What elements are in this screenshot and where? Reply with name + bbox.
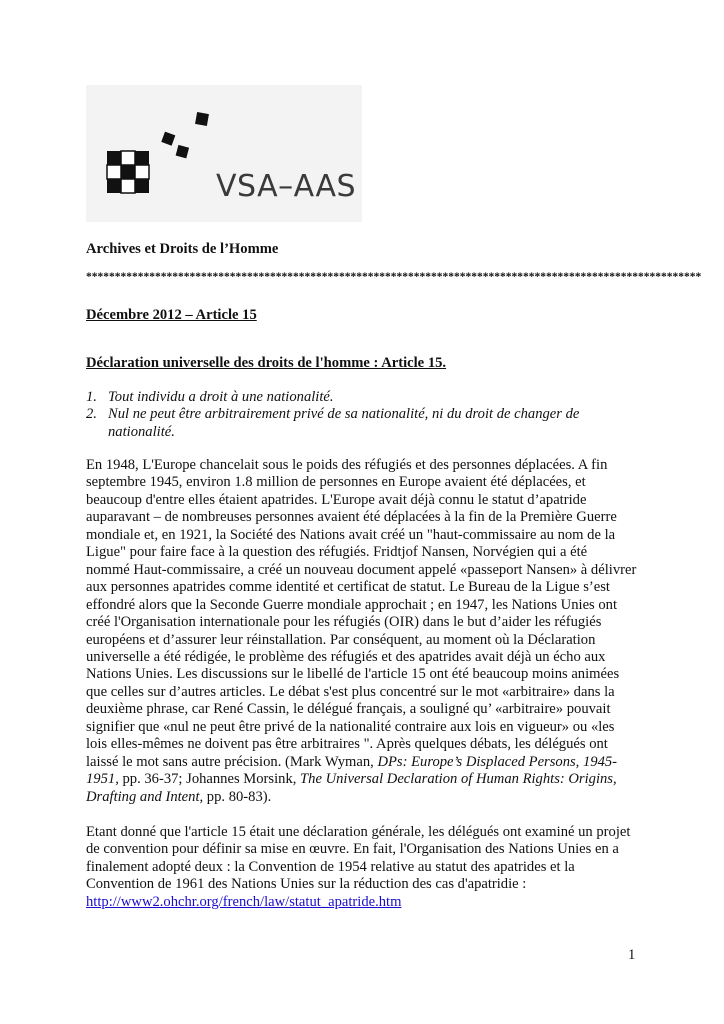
list-item-number: 1. (86, 389, 97, 405)
paragraph-text: laissé le mot sans autre précision. (Mark Wyman, (86, 753, 378, 770)
article-text-list (86, 389, 606, 441)
citation-title: Drafting and Intent, (86, 788, 204, 805)
paragraph-line (86, 754, 639, 771)
list-item-text: Tout individu a droit à une nationalité. (108, 389, 334, 405)
paragraph-line: créé l'Organisation internationale pour les réfugiés (OIR) dans le but d’aider les réfugiés (86, 614, 602, 631)
citation-title: 1951, (86, 771, 119, 788)
citation-title: DPs: Europe’s Displaced Persons, 1945- (377, 753, 618, 770)
paragraph-line: deuxième phrase, car René Cassin, le délégué français, a souligné qu’ «arbitraire» pouvait (86, 701, 611, 718)
paragraph-line: beaucoup d'entre elles étaient apatrides. L'Europe avait déjà connu le statut d’apatride (86, 491, 587, 508)
paragraph-line: auparavant – de nombreuses personnes avaient été déplacées à la fin de la Première Guerre (86, 509, 617, 526)
vsa-aas-logo (86, 85, 362, 222)
paragraph-text: pp. 80-83). (203, 788, 272, 805)
paragraph-line: de convention pour définir sa mise en œuvre. En fait, l'Organisation des Nations Unies en a (86, 841, 619, 858)
list-item (86, 389, 606, 406)
paragraph-history (86, 457, 639, 806)
paragraph-line: Nations Unies. Les discussions sur le libellé de l'article 15 ont été beaucoup moins animées (86, 666, 620, 683)
paragraph-line: universelle a été rédigée, le problème des réfugiés et des apatrides avait déjà un écho aux (86, 648, 606, 665)
ohchr-link[interactable]: http://www2.ohchr.org/french/law/statut_apatride.htm (86, 893, 402, 910)
paragraph-line (86, 771, 639, 788)
paragraph-line: En 1948, L'Europe chancelait sous le poids des réfugiés et des personnes déplacées. A fin (86, 457, 608, 473)
paragraph-line: finalement adopté deux : la Convention de 1954 relative au statut des apatrides et la (86, 858, 575, 875)
paragraph-line: Ligue" pour faire face à la question des réfugiés. Fridtjof Nansen, Norvégien qui a été (86, 544, 588, 561)
paragraph-line: Etant donné que l'article 15 était une déclaration générale, les délégués ont examiné un projet (86, 824, 631, 840)
paragraph-line: nommé Haut-commissaire, a créé un nouveau document appelé «passeport Nansen» à délivrer (86, 561, 637, 578)
paragraph-line: aux personnes apatrides comme identité et certificat de statut. Le Bureau de la Ligue s’est (86, 579, 610, 596)
list-item-text: Nul ne peut être arbitrairement privé de sa nationalité, ni du droit de changer de (108, 406, 580, 423)
list-item (86, 406, 606, 441)
paragraph-text: pp. 36-37; Johannes Morsink, (118, 771, 301, 788)
list-item-text: nationalité. (108, 423, 175, 440)
paragraph-line (86, 894, 639, 911)
paragraph-line: Convention de 1961 des Nations Unies sur la réduction des cas d'apatridie : (86, 876, 527, 893)
citation-title: The Universal Declaration of Human Rights: Origins, (300, 771, 617, 788)
page-number: 1 (628, 947, 636, 963)
article-heading: Déclaration universelle des droits de l'homme : Article 15. (86, 355, 447, 371)
paragraph-line: que celles sur d’autres articles. Le débat s'est plus concentré sur le mot «arbitraire» dans la (86, 683, 615, 700)
paragraph-line (86, 789, 639, 806)
paragraph-line: effondré alors que la Seconde Guerre mondiale approchait ; en 1947, les Nations Unies ont (86, 596, 618, 613)
paragraph-line: septembre 1945, environ 1.8 million de personnes en Europe avaient été déplacées, et (86, 474, 586, 491)
paragraph-conventions (86, 824, 639, 911)
list-item-number: 2. (86, 406, 97, 423)
paragraph-line: lois elles-mêmes ne doivent pas être arbitraires ". Après quelques débats, les délégués ont (86, 736, 608, 753)
logo-text: VSA–AAS (216, 169, 357, 204)
paragraph-line: européens et d’assurer leur réinstallation. Par conséquent, au moment où la Déclaration (86, 631, 596, 648)
paragraph-line: signifier que «nul ne peut être privé de la nationalité contraire aux lois en vigueur» ou «les (86, 718, 615, 735)
document-title: Archives et Droits de l’Homme (86, 241, 279, 257)
separator-line: *********************************************************************************************************** (86, 271, 702, 283)
date-article-heading: Décembre 2012 – Article 15 (86, 307, 257, 323)
paragraph-line: mondiale et, en 1921, la Société des Nations avait créé un "haut-commissaire au nom de la (86, 526, 616, 543)
